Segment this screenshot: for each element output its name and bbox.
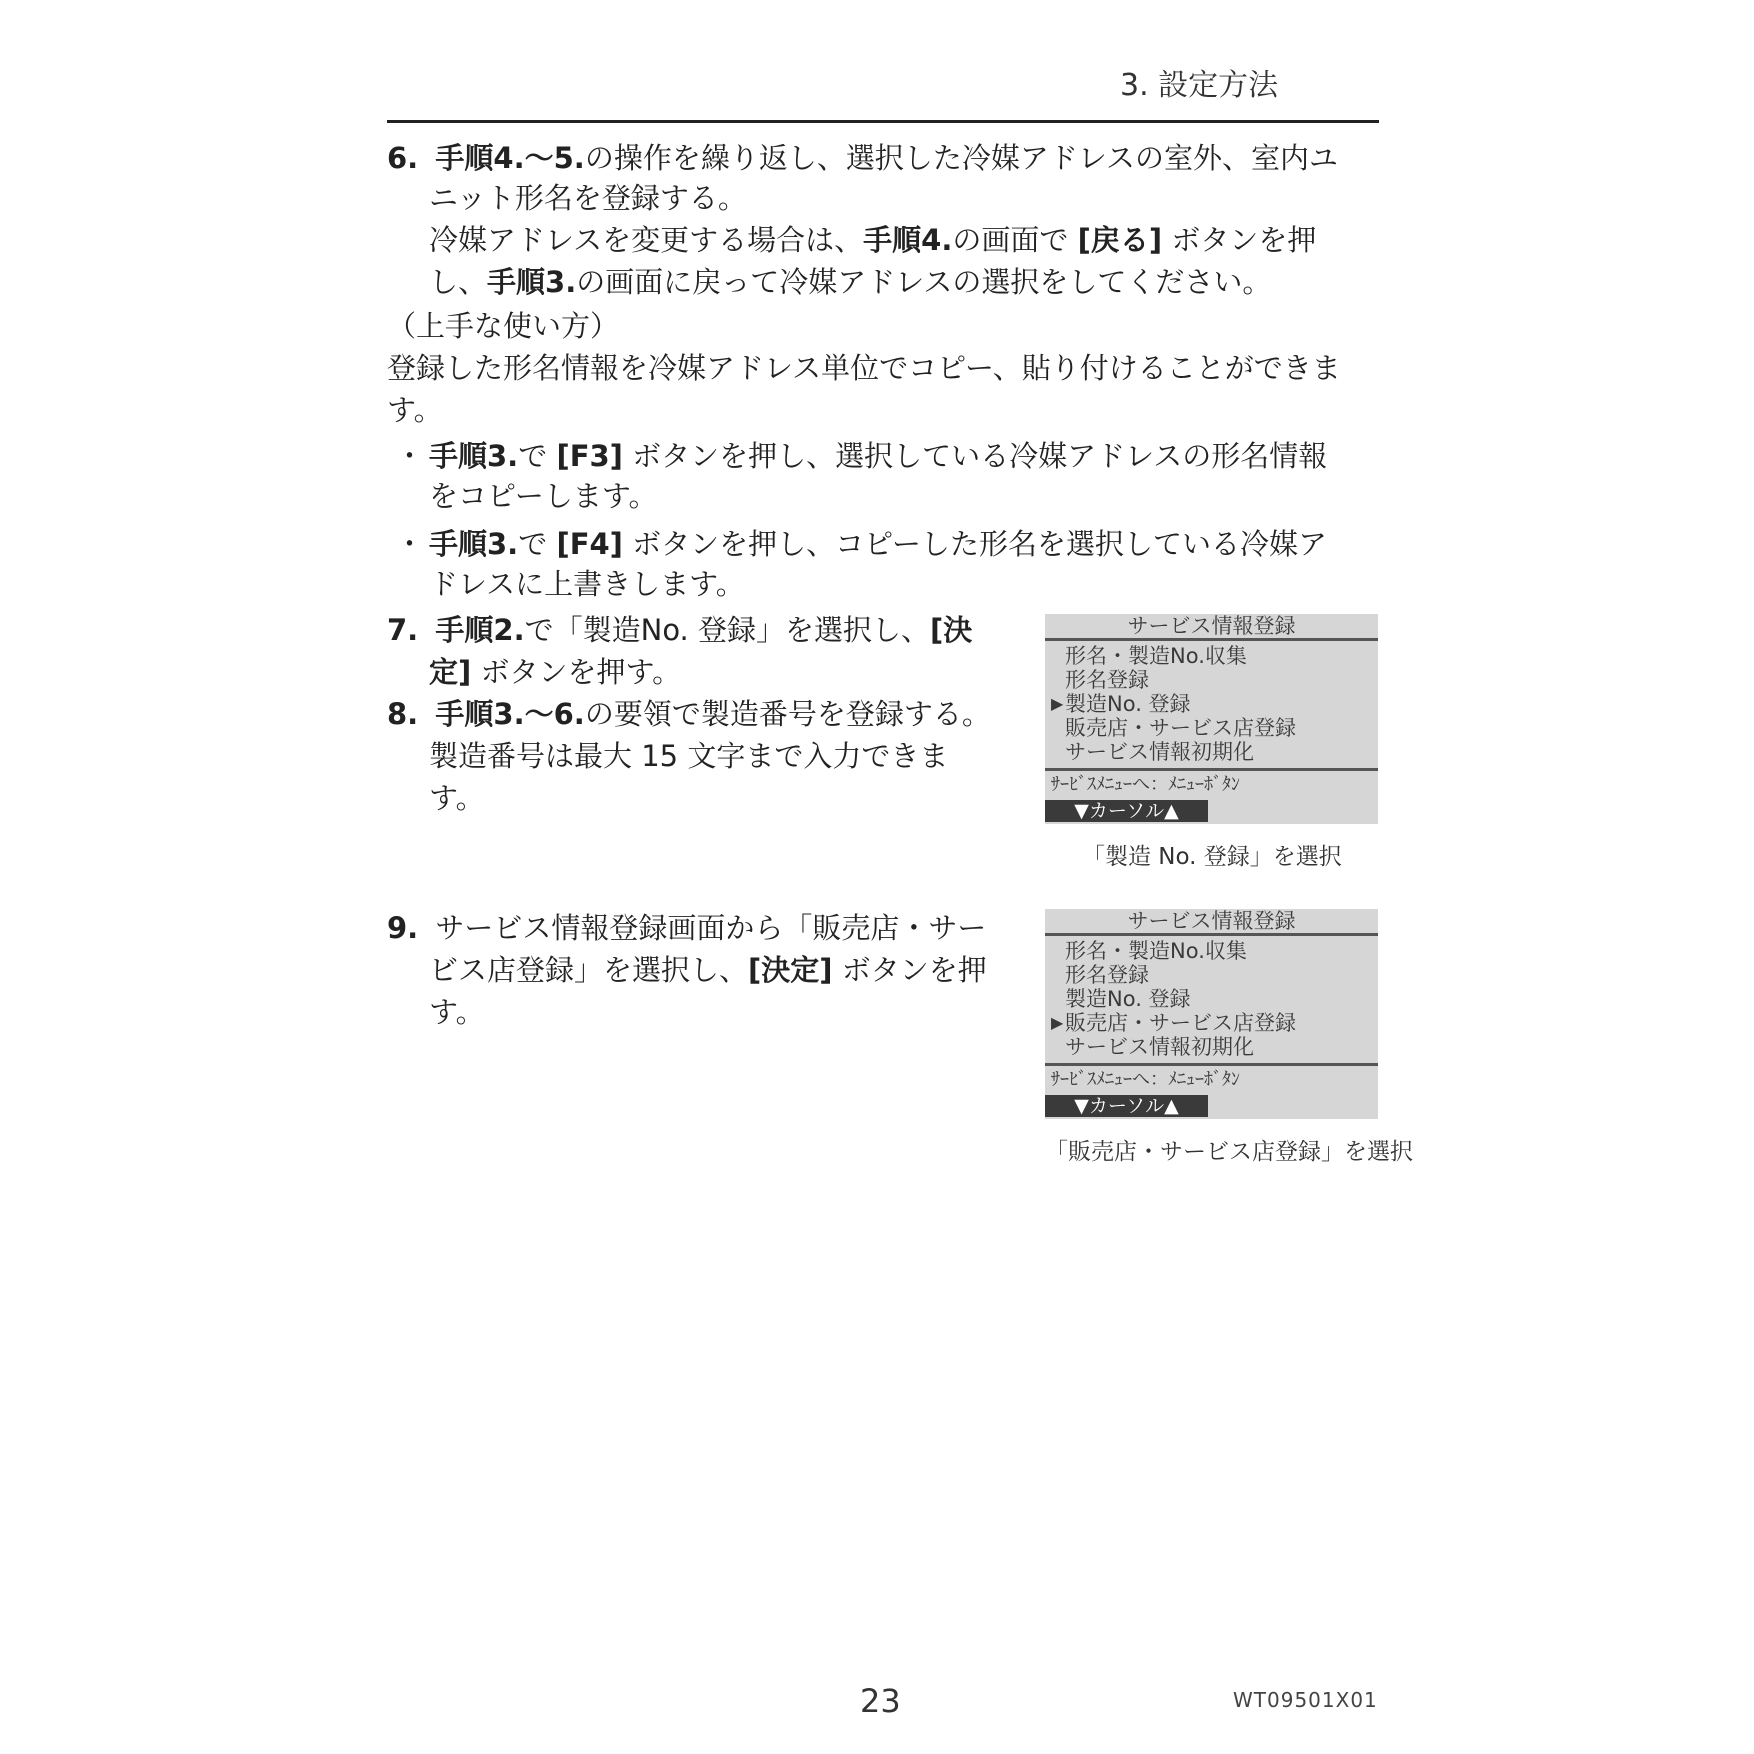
step6-text4c: の画面に戻って冷媒アドレスの選択をしてください。 xyxy=(576,265,1272,299)
screen2-divider-top xyxy=(1045,933,1378,936)
bullet1-de: で xyxy=(518,439,548,473)
step7-line2 xyxy=(429,652,681,692)
screen1-hint: ｻｰﾋﾞｽﾒﾆｭｰへ：ﾒﾆｭｰﾎﾞﾀﾝ xyxy=(1051,774,1240,795)
step6-text3a: 冷媒アドレスを変更する場合は、 xyxy=(429,223,864,257)
tips-intro-line2: す。 xyxy=(387,393,443,427)
f4-button-ref: [F4] xyxy=(556,527,623,561)
step7-enter-ref: [決 xyxy=(930,613,973,647)
bullet2-de: で xyxy=(518,527,548,561)
step9-line2 xyxy=(429,950,987,990)
page-number: 23 xyxy=(860,1682,901,1720)
step6-line1 xyxy=(387,138,1338,178)
screen2-divider-bottom xyxy=(1045,1063,1378,1066)
step6-ref: 手順4.〜5. xyxy=(435,141,585,175)
document-code: WT09501X01 xyxy=(1233,1688,1378,1712)
bullet2-line2: ドレスに上書きします。 xyxy=(429,567,745,601)
tips-intro-line1: 登録した形名情報を冷媒アドレス単位でコピー、貼り付けることができま xyxy=(387,351,1341,385)
screen1-divider-bottom xyxy=(1045,768,1378,771)
step6-number: 6. xyxy=(387,141,419,175)
step9-text2: ビス店登録」を選択し、 xyxy=(429,953,749,987)
screen1-divider-top xyxy=(1045,638,1378,641)
step6-text4a: し、 xyxy=(429,265,488,299)
step6-ref3: 手順3. xyxy=(487,265,577,299)
remote-screen-2 xyxy=(1045,909,1378,1119)
bullet2-line1 xyxy=(429,524,1327,564)
step6-text3e: ボタンを押 xyxy=(1171,223,1317,257)
step6-ref2: 手順4. xyxy=(863,223,953,257)
screen1-menu-item-1: 形名・製造No.収集 xyxy=(1065,644,1247,668)
bullet1-line1 xyxy=(429,436,1327,476)
step6-text1: の操作を繰り返し、選択した冷媒アドレスの室外、室内ユ xyxy=(584,141,1338,175)
screen1-cursor-icon: ▶ xyxy=(1051,694,1064,713)
bullet1-line2: をコピーします。 xyxy=(429,479,658,513)
header-divider xyxy=(387,120,1379,123)
step7-enter-ref2: 定] xyxy=(429,655,472,689)
screen2-cursor-bar: ▼カーソル▲ xyxy=(1045,1095,1208,1117)
screen1-menu-item-2: 形名登録 xyxy=(1065,668,1149,692)
step7-text2: ボタンを押す。 xyxy=(480,655,682,689)
step8-line1 xyxy=(387,694,991,734)
step9-line3: す。 xyxy=(429,995,485,1029)
screen1-title: サービス情報登録 xyxy=(1127,614,1296,638)
remote-screen-1 xyxy=(1045,614,1378,824)
screen2-menu-item-5: サービス情報初期化 xyxy=(1065,1035,1254,1059)
screen1-menu-item-3: 製造No. 登録 xyxy=(1065,692,1191,716)
f3-button-ref: [F3] xyxy=(556,439,623,473)
step9-text1: サービス情報登録画面から「販売店・サー xyxy=(435,911,987,945)
screen2-title: サービス情報登録 xyxy=(1127,909,1296,933)
section-title: 3. 設定方法 xyxy=(1120,68,1279,103)
step6-line3 xyxy=(429,220,1316,260)
step6-line2: ニット形名を登録する。 xyxy=(429,181,747,215)
bullet2-text: ボタンを押し、コピーした形名を選択している冷媒ア xyxy=(632,527,1327,561)
screen1-cursor-bar: ▼カーソル▲ xyxy=(1045,800,1208,822)
step7-ref: 手順2. xyxy=(435,613,525,647)
step8-line3: す。 xyxy=(429,781,485,815)
screen2-caption: 「販売店・サービス店登録」を選択 xyxy=(1045,1139,1413,1165)
step8-ref: 手順3.〜6. xyxy=(435,697,585,731)
screen1-caption: 「製造 No. 登録」を選択 xyxy=(1082,844,1342,870)
bullet1-ref: 手順3. xyxy=(429,439,519,473)
back-button-ref: [戻る] xyxy=(1077,223,1163,257)
tips-heading: （上手な使い方） xyxy=(387,309,620,343)
bullet2-ref: 手順3. xyxy=(429,527,519,561)
screen2-cursor-icon: ▶ xyxy=(1051,1013,1064,1032)
step6-text3c: の画面で xyxy=(952,223,1069,257)
screen2-menu-item-1: 形名・製造No.収集 xyxy=(1065,939,1247,963)
step8-text: の要領で製造番号を登録する。 xyxy=(584,697,991,731)
step7-text: で「製造No. 登録」を選択し、 xyxy=(524,613,930,647)
screen2-menu-item-2: 形名登録 xyxy=(1065,963,1149,987)
screen2-menu-item-4: 販売店・サービス店登録 xyxy=(1065,1011,1296,1035)
step7-line1 xyxy=(387,610,972,650)
screen1-menu-item-5: サービス情報初期化 xyxy=(1065,740,1254,764)
bullet2-marker: ・ xyxy=(395,527,425,561)
step9-text2c: ボタンを押 xyxy=(841,953,987,987)
step8-line2: 製造番号は最大 15 文字まで入力できま xyxy=(429,739,949,773)
step9-number: 9. xyxy=(387,911,419,945)
bullet1-text: ボタンを押し、選択している冷媒アドレスの形名情報 xyxy=(632,439,1328,473)
bullet1-marker: ・ xyxy=(395,439,425,473)
screen2-hint: ｻｰﾋﾞｽﾒﾆｭｰへ：ﾒﾆｭｰﾎﾞﾀﾝ xyxy=(1051,1069,1240,1090)
step9-enter-ref: [決定] xyxy=(748,953,833,987)
step6-line4 xyxy=(429,262,1271,302)
step9-line1 xyxy=(387,908,986,948)
step7-number: 7. xyxy=(387,613,419,647)
screen1-menu-item-4: 販売店・サービス店登録 xyxy=(1065,716,1296,740)
step8-number: 8. xyxy=(387,697,419,731)
screen2-menu-item-3: 製造No. 登録 xyxy=(1065,987,1191,1011)
